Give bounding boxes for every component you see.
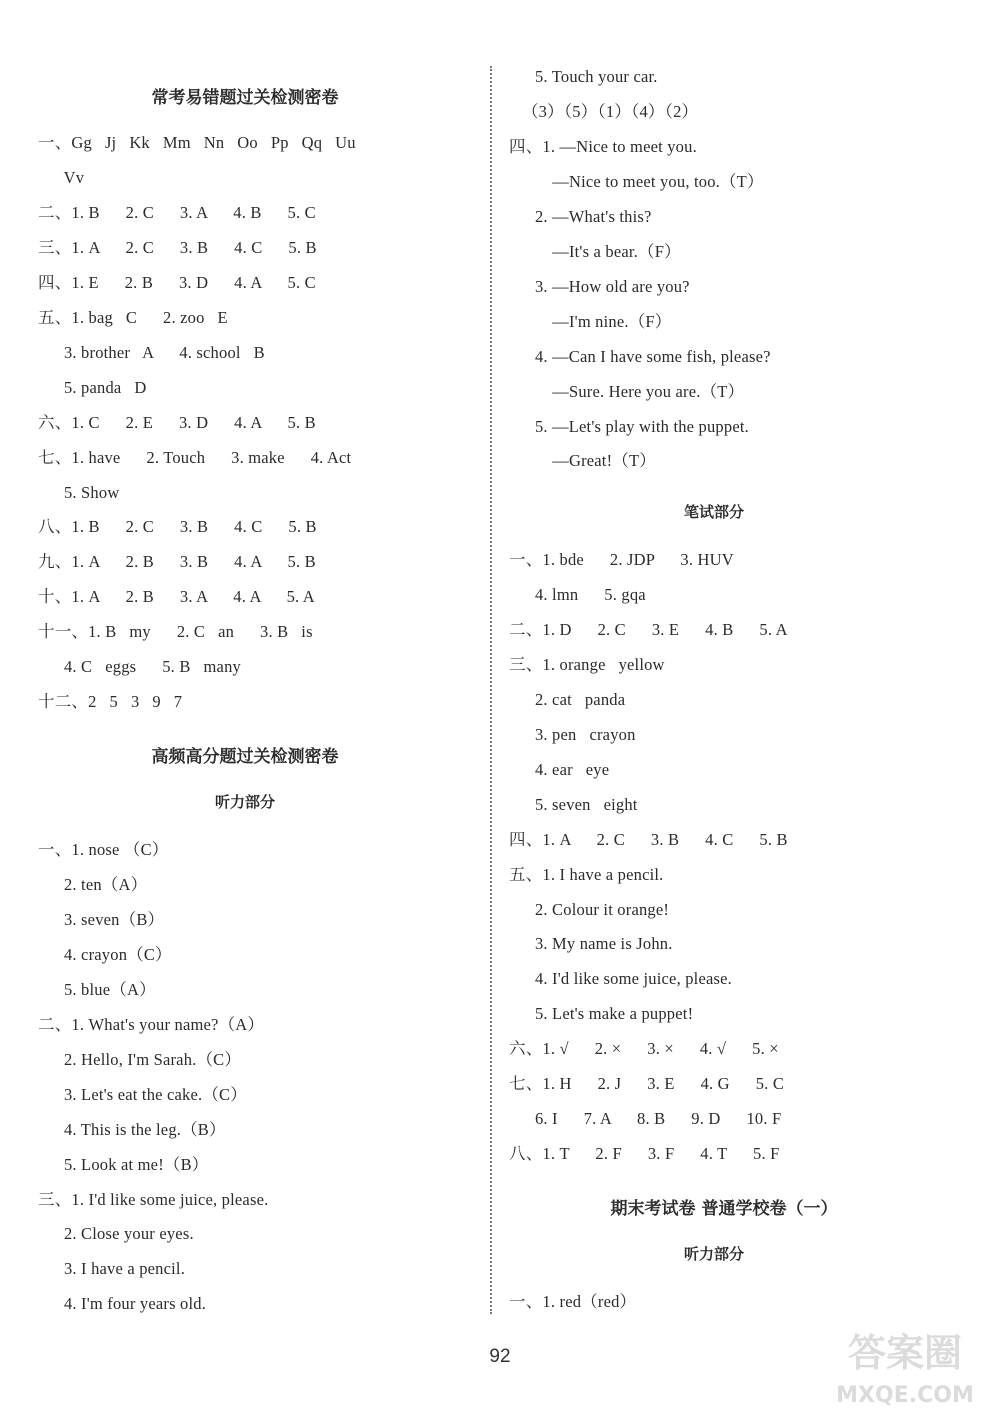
answer-line: 五、1. bag C 2. zoo E: [38, 307, 228, 327]
answer-line: 三、1. A 2. C 3. B 4. C 5. B: [38, 237, 317, 257]
answer-line: 九、1. A 2. B 3. B 4. A 5. B: [38, 552, 316, 572]
page-number: 92: [489, 1346, 511, 1367]
answer-line: 二、1. B 2. C 3. A 4. B 5. C: [38, 202, 316, 222]
answer-line: Vv: [38, 167, 85, 187]
answer-line: 四、1. A 2. C 3. B 4. C 5. B: [509, 829, 788, 849]
answer-line: 4. I'm four years old.: [38, 1294, 207, 1314]
section-title-common-mistakes: 常考易错题过关检测密卷: [151, 88, 339, 108]
answer-line: —Nice to meet you, too.（T）: [509, 171, 764, 191]
answer-line: 2. ten（A）: [38, 874, 148, 894]
answer-line: 二、1. What's your name?（A）: [38, 1014, 265, 1034]
answer-line: 5. Show: [38, 482, 120, 502]
answer-line: 3. brother A 4. school B: [38, 342, 265, 362]
answer-line: 五、1. I have a pencil.: [509, 864, 664, 884]
answer-line: 2. cat panda: [509, 689, 626, 709]
answer-line: 4. —Can I have some fish, please?: [509, 346, 771, 366]
answer-line: 3. I have a pencil.: [38, 1259, 186, 1279]
answer-line: 六、1. C 2. E 3. D 4. A 5. B: [38, 412, 316, 432]
answer-line: （3）（5）（1）（4）（2）: [509, 101, 699, 121]
answer-line: 七、1. have 2. Touch 3. make 4. Act: [38, 447, 352, 467]
answer-line: 5. blue（A）: [38, 979, 156, 999]
answer-line: —It's a bear.（F）: [509, 241, 681, 261]
section-title-high-frequency: 高频高分题过关检测密卷: [151, 747, 339, 767]
answer-line: 5. panda D: [38, 377, 147, 397]
answer-line: 六、1. √ 2. × 3. × 4. √ 5. ×: [509, 1039, 779, 1059]
answer-line: 3. My name is John.: [509, 934, 673, 954]
answer-line: 4. C eggs 5. B many: [38, 657, 241, 677]
answer-line: 二、1. D 2. C 3. E 4. B 5. A: [509, 619, 788, 639]
answer-line: 一、1. red（red）: [509, 1292, 637, 1311]
column-divider: [490, 66, 492, 1314]
written-part-subtitle: 笔试部分: [683, 503, 744, 521]
watermark-domain: MXQE.COM: [836, 1383, 974, 1408]
answer-line: 6. I 7. A 8. B 9. D 10. F: [509, 1109, 782, 1129]
answer-line: 2. Hello, I'm Sarah.（C）: [38, 1049, 242, 1069]
answer-line: 十、1. A 2. B 3. A 4. A 5. A: [38, 587, 315, 607]
answer-line: 5. —Let's play with the puppet.: [509, 416, 749, 436]
answer-line: 八、1. T 2. F 3. F 4. T 5. F: [509, 1144, 780, 1164]
answer-line: 3. —How old are you?: [509, 276, 690, 296]
answer-line: 三、1. orange yellow: [509, 654, 665, 674]
answer-line: 3. Let's eat the cake.（C）: [38, 1084, 247, 1104]
answer-line: 4. lmn 5. gqa: [509, 584, 646, 604]
answer-line: 5. Look at me!（B）: [38, 1154, 209, 1174]
final-listening-subtitle: 听力部分: [683, 1245, 744, 1263]
answer-line: 4. This is the leg.（B）: [38, 1119, 226, 1139]
answer-line: 3. seven（B）: [38, 909, 165, 929]
watermark-text: 答案圈: [847, 1331, 963, 1375]
answer-line: 八、1. B 2. C 3. B 4. C 5. B: [38, 517, 317, 537]
answer-line: 2. Close your eyes.: [38, 1224, 194, 1244]
answer-line: 十一、1. B my 2. C an 3. B is: [38, 622, 313, 642]
answer-line: —I'm nine.（F）: [509, 311, 672, 331]
answer-line: 七、1. H 2. J 3. E 4. G 5. C: [509, 1074, 785, 1094]
answer-line: 4. crayon（C）: [38, 944, 172, 964]
answer-line: —Sure. Here you are.（T）: [509, 381, 745, 401]
answer-line: 四、1. —Nice to meet you.: [509, 136, 697, 156]
answer-line: 四、1. E 2. B 3. D 4. A 5. C: [38, 272, 316, 292]
answer-line: 一、Gg Jj Kk Mm Nn Oo Pp Qq Uu: [38, 133, 356, 152]
answer-line: 十二、2 5 3 9 7: [38, 692, 183, 712]
answer-line: 5. Touch your car.: [509, 67, 658, 86]
answer-line: 4. I'd like some juice, please.: [509, 969, 732, 989]
answer-line: —Great!（T）: [509, 451, 656, 471]
answer-line: 4. ear eye: [509, 759, 610, 779]
watermark-logo: [820, 1322, 990, 1412]
answer-line: 2. —What's this?: [509, 206, 652, 226]
answer-line: 3. pen crayon: [509, 724, 636, 744]
answer-line: 一、1. bde 2. JDP 3. HUV: [509, 550, 734, 569]
answer-line: 5. Let's make a puppet!: [509, 1004, 694, 1024]
listening-part-subtitle: 听力部分: [214, 793, 275, 811]
section-title-final-exam: 期末考试卷 普通学校卷（一）: [610, 1199, 838, 1219]
answer-line: 2. Colour it orange!: [509, 899, 670, 919]
answer-line: 一、1. nose （C）: [38, 840, 169, 859]
answer-line: 三、1. I'd like some juice, please.: [38, 1189, 269, 1209]
answer-line: 5. seven eight: [509, 794, 638, 814]
